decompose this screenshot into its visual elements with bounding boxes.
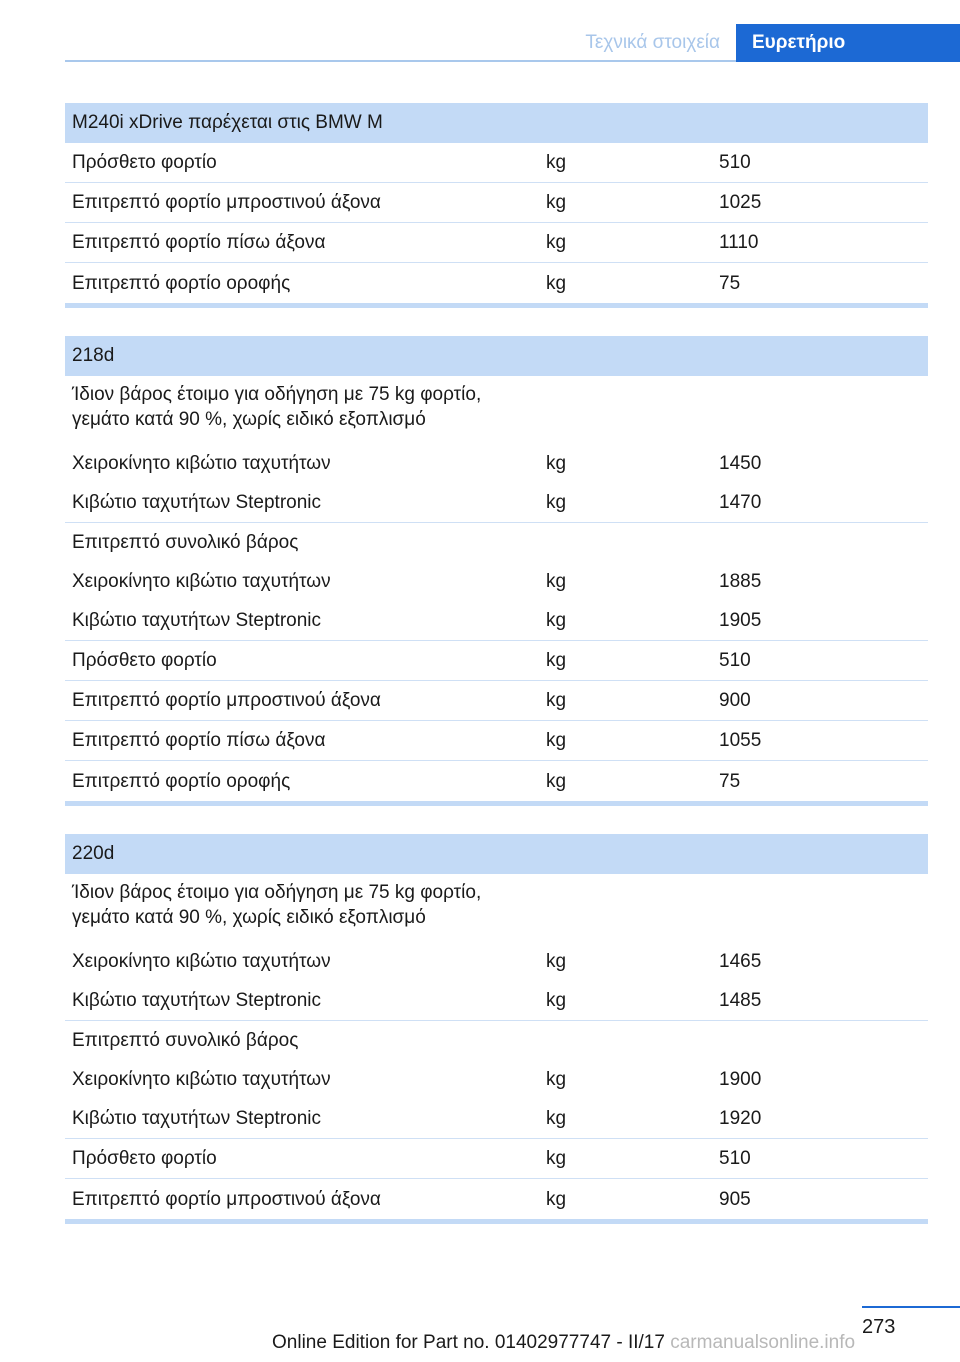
row-value: 75 (719, 770, 741, 792)
table-row (65, 1139, 928, 1179)
table-row (65, 1179, 928, 1219)
footer-watermark: carmanualsonline.info (670, 1332, 856, 1353)
table-title: 220d (65, 834, 928, 874)
row-unit: kg (546, 650, 567, 671)
row-unit: kg (546, 453, 567, 474)
row-value: 510 (719, 1148, 751, 1169)
row-unit: kg (546, 571, 567, 592)
row-label: Επιτρεπτό φορτίο πίσω άξονα (72, 730, 326, 751)
row-value: 1055 (719, 730, 762, 751)
row-unit: kg (546, 1148, 567, 1169)
table-row (65, 483, 928, 523)
row-label: Κιβώτιο ταχυτήτων Steptronic (72, 1108, 322, 1129)
row-unit: kg (546, 990, 567, 1011)
page-number: 273 (862, 1306, 960, 1339)
row-unit: kg (546, 770, 567, 792)
table-row (65, 376, 928, 444)
row-value: 510 (719, 152, 751, 173)
row-label: Επιτρεπτό φορτίο μπροστινού άξονα (72, 192, 381, 213)
row-value: 1110 (719, 232, 759, 253)
row-label: Πρόσθετο φορτίο (72, 152, 217, 173)
row-value: 1025 (719, 192, 762, 213)
row-label: Κιβώτιο ταχυτήτων Steptronic (72, 492, 322, 513)
table-row (65, 263, 928, 303)
row-unit: kg (546, 1108, 567, 1129)
row-label: Επιτρεπτό φορτίο οροφής (72, 272, 291, 294)
spec-table-m240i (65, 103, 928, 308)
row-label: Επιτρεπτό φορτίο οροφής (72, 770, 291, 792)
table-row (65, 444, 928, 483)
row-value: 1485 (719, 990, 762, 1011)
row-value: 905 (719, 1188, 751, 1210)
row-unit: kg (546, 730, 567, 751)
row-value: 1465 (719, 951, 762, 972)
table-row (65, 562, 928, 601)
table-row (65, 721, 928, 761)
row-label: Χειροκίνητο κιβώτιο ταχυτήτων (72, 1069, 331, 1090)
row-unit: kg (546, 610, 567, 631)
tab-technical-data[interactable]: Τεχνικά στοιχεία (585, 32, 720, 53)
table-title: 218d (65, 336, 928, 376)
table-row (65, 761, 928, 801)
row-label: Επιτρεπτό φορτίο μπροστινού άξονα (72, 1188, 381, 1210)
row-unit: kg (546, 951, 567, 972)
table-row (65, 143, 928, 183)
row-value: 510 (719, 650, 751, 671)
row-label: Ίδιον βάρος έτοιμο για οδήγηση με 75 kg φορτίο, γεμάτο κατά 90 %, χωρίς ειδικό εξοπλισμό (72, 384, 482, 430)
row-label: Επιτρεπτό φορτίο μπροστινού άξονα (72, 690, 381, 711)
row-value: 900 (719, 690, 751, 711)
row-label: Επιτρεπτό συνολικό βάρος (72, 1030, 299, 1051)
table-row (65, 1099, 928, 1139)
row-label: Χειροκίνητο κιβώτιο ταχυτήτων (72, 951, 331, 972)
row-label: Χειροκίνητο κιβώτιο ταχυτήτων (72, 453, 331, 474)
table-row (65, 981, 928, 1021)
row-value: 1450 (719, 453, 762, 474)
row-value: 1470 (719, 492, 762, 513)
row-label: Πρόσθετο φορτίο (72, 1148, 217, 1169)
row-unit: kg (546, 1069, 567, 1090)
table-row (65, 183, 928, 223)
table-row (65, 223, 928, 263)
row-label: Ίδιον βάρος έτοιμο για οδήγηση με 75 kg φορτίο, γεμάτο κατά 90 %, χωρίς ειδικό εξοπλισμό (72, 882, 482, 928)
row-unit: kg (546, 492, 567, 513)
row-unit: kg (546, 232, 567, 253)
row-unit: kg (546, 690, 567, 711)
row-value: 75 (719, 272, 741, 294)
footer-edition-text: Online Edition for Part no. 01402977747 - II/17 (272, 1332, 665, 1353)
row-value: 1905 (719, 610, 762, 631)
row-label: Πρόσθετο φορτίο (72, 650, 217, 671)
table-row (65, 681, 928, 721)
table-row (65, 601, 928, 641)
row-unit: kg (546, 1188, 567, 1210)
table-row (65, 523, 928, 562)
row-label: Επιτρεπτό φορτίο πίσω άξονα (72, 232, 326, 253)
page-header (65, 24, 960, 62)
table-row (65, 874, 928, 942)
row-label: Επιτρεπτό συνολικό βάρος (72, 532, 299, 553)
table-row (65, 1021, 928, 1060)
footer (272, 1332, 855, 1354)
table-title: M240i xDrive παρέχεται στις BMW M (65, 103, 928, 143)
table-row (65, 641, 928, 681)
spec-table-218d (65, 336, 928, 806)
row-label: Κιβώτιο ταχυτήτων Steptronic (72, 990, 322, 1011)
row-unit: kg (546, 152, 567, 173)
row-label: Κιβώτιο ταχυτήτων Steptronic (72, 610, 322, 631)
spec-table-220d (65, 834, 928, 1224)
row-value: 1920 (719, 1108, 762, 1129)
row-value: 1885 (719, 571, 762, 592)
row-value: 1900 (719, 1069, 762, 1090)
table-row (65, 942, 928, 981)
row-label: Χειροκίνητο κιβώτιο ταχυτήτων (72, 571, 331, 592)
tab-index[interactable]: Ευρετήριο (736, 24, 960, 62)
row-unit: kg (546, 192, 567, 213)
table-row (65, 1060, 928, 1099)
spec-tables (65, 103, 928, 1252)
row-unit: kg (546, 272, 567, 294)
